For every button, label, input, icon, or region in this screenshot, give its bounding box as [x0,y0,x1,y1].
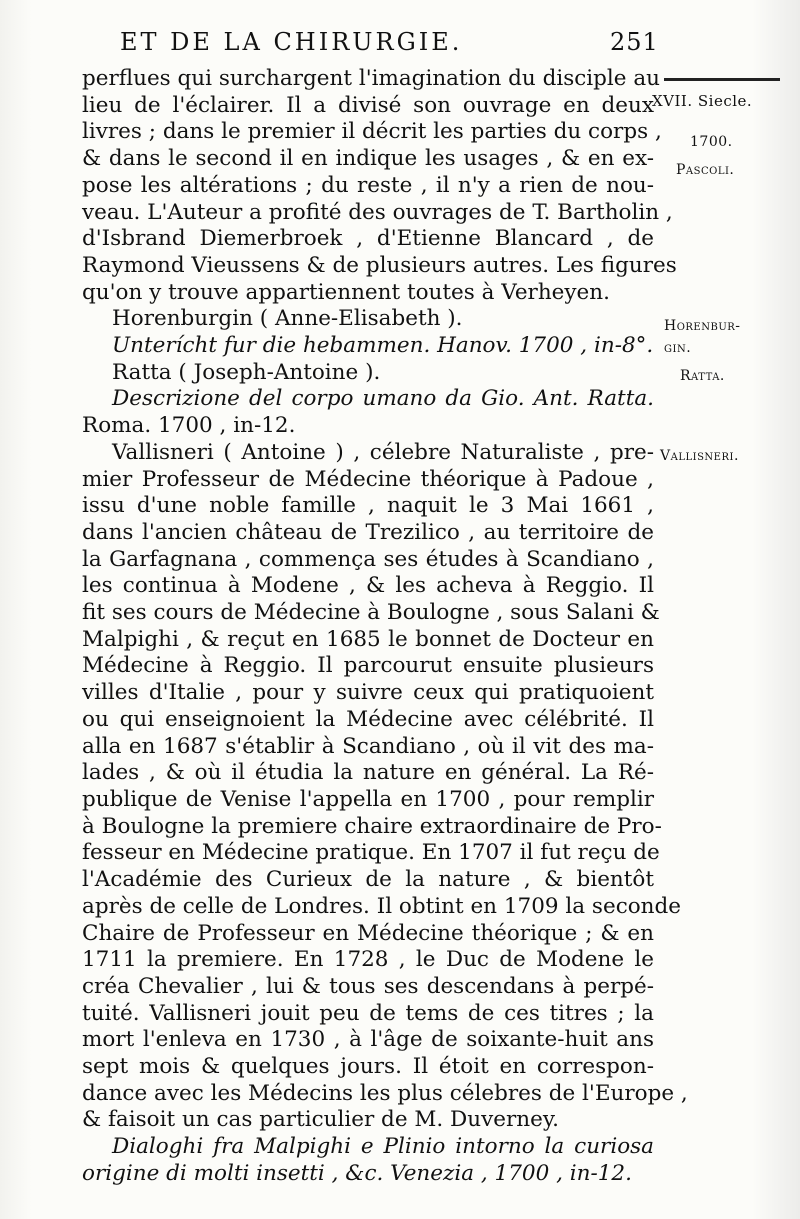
text-line: villes d'Italie , pour y suivre ceux qui pratiquoient [82,680,654,706]
text-line: Malpighi , & reçut en 1685 le bonnet de Docteur en [82,626,654,652]
text-line: d'Isbrand Diemerbroek , d'Etienne Blancard , de [82,226,654,252]
text-line: ou qui enseignoient la Médecine avec célébrité. Il [82,706,654,732]
text-line: & dans le second il en indique les usages , & en ex- [82,146,654,172]
running-header [120,28,680,56]
text-line: Chaire de Professeur en Médecine théorique ; & en [82,920,654,946]
entry-heading-horenburgin: Horenburgin ( Anne-Elisabeth ). [112,306,463,332]
text-line: après de celle de Londres. Il obtint en 1709 la seconde [82,893,682,919]
text-line: tuité. Vallisneri jouit peu de tems de ces titres ; la [82,1000,654,1026]
margin-note-horenburgin-2: gin. [664,340,692,356]
page-number: 251 [610,28,659,56]
text-line: sept mois & quelques jours. Il étoit en correspon- [82,1054,654,1080]
text-line: l'Académie des Curieux de la nature , & bientôt [82,867,654,893]
margin-note-pascoli: Pascoli. [676,162,735,178]
text-line: Raymond Vieussens & de plusieurs autres. Les figures [82,252,677,278]
text-line: perflues qui surchargent l'imagination du disciple au [82,66,661,91]
text-line: fit ses cours de Médecine à Boulogne , sous Salani & [82,600,660,626]
book-title-vallisneri: Dialoghi fra Malpighi e Plinio intorno la curiosa [112,1134,654,1160]
book-title-ratta: Descrizione del corpo umano da Gio. Ant. Ratta. [112,386,654,412]
book-title-horenburgin: Unterícht fur die hebammen. Hanov. 1700 , in-8°. [112,333,654,359]
text-line: veau. L'Auteur a profité des ouvrages de T. Bartholin , [82,199,673,225]
margin-year: 1700. [690,134,733,150]
text-line: alla en 1687 s'établir à Scandiano , où il vit des ma- [82,733,654,759]
running-title: ET DE LA CHIRURGIE. [120,28,463,56]
margin-note-vallisneri: Vallisneri. [660,448,739,464]
text-line: & faisoit un cas particulier de M. Duverney. [82,1107,559,1133]
text-line: lieu de l'éclairer. Il a divisé son ouvrage en deux [82,92,654,118]
text-line: Médecine à Reggio. Il parcourut ensuite plusieurs [82,653,654,679]
text-line: qu'on y trouve appartiennent toutes à Verheyen. [82,279,610,305]
text-line: issu d'une noble famille , naquit le 3 Mai 1661 , [82,493,654,519]
margin-note-ratta: Ratta. [680,368,725,384]
entry-heading-vallisneri: Vallisneri ( Antoine ) , célebre Naturaliste , pre- [112,439,654,465]
text-line: créa Chevalier , lui & tous ses descendans à perpé- [82,973,654,999]
text-line: fesseur en Médecine pratique. En 1707 il fut reçu de [82,840,660,866]
text-line: 1711 la premiere. En 1728 , le Duc de Modene le [82,947,654,973]
text-line: à Boulogne la premiere chaire extraordinaire de Pro- [82,813,662,839]
margin-rule [664,78,780,81]
text-line: les continua à Modene , & les acheva à Reggio. Il [82,573,654,599]
text-line: la Garfagnana , commença ses études à Scandiano , [82,546,654,572]
text-line: pose les altérations ; du reste , il n'y a rien de nou- [82,172,654,198]
book-title-vallisneri-cont: origine di molti insetti , &c. Venezia , 1700 , in-12. [82,1160,632,1186]
text-line: dance avec les Médecins les plus célebres de l'Europe , [82,1080,688,1106]
text-line: publique de Venise l'appella en 1700 , pour remplir [82,786,654,812]
entry-heading-ratta: Ratta ( Joseph-Antoine ). [112,359,381,385]
page-text [82,66,688,1188]
text-line: mier Professeur de Médecine théorique à Padoue , [82,466,654,492]
text-line: mort l'enleva en 1730 , à l'âge de soixante-huit ans [82,1027,654,1053]
margin-century: XVII. Siecle. [652,92,753,110]
text-line: Roma. 1700 , in-12. [82,413,296,439]
margin-note-horenburgin-1: Horenbur- [664,318,741,334]
text-line: lades , & où il étudia la nature en général. La Ré- [82,760,654,786]
text-line: dans l'ancien château de Trezilico , au territoire de [82,519,654,545]
text-line: livres ; dans le premier il décrit les parties du corps , [82,119,662,145]
